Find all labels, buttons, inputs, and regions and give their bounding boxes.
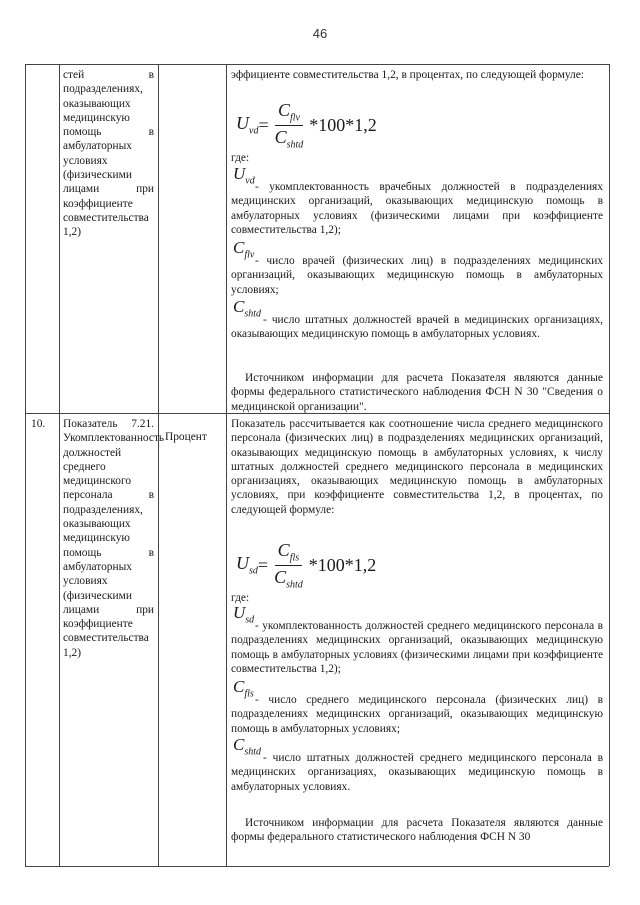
symbol-cfls: $C_{fls}$: [233, 677, 254, 700]
symbol-uvd: $U_{vd}$: [233, 164, 255, 187]
definition-cflv: - число врачей (физических лиц) в подразделениях медицинских организаций, оказывающих медицинскую помощь в амбулаторных условиях;: [231, 255, 603, 296]
source-text: Источником информации для расчета Показателя являются данные формы федерального статистического наблюдения ФСН N 30 "Сведения о медицинской организации".: [231, 372, 603, 413]
formula-fraction: $\frac{C_{flv}}{C_{shtd}}$: [274, 100, 304, 151]
symbol-cshtd: $C_{shtd}$: [233, 297, 262, 320]
formula-lhs: $U_{sd}$: [236, 553, 258, 577]
indicator-name-continued: стей в подразделениях, оказывающих медицинскую помощь в амбулаторных условиях (физическими лицами при коэффициенте совместительства 1,2): [63, 69, 154, 239]
symbol-cflv: $C_{flv}$: [233, 238, 255, 261]
formula-fraction: $\frac{C_{fls}}{C_{shtd}}$: [274, 540, 303, 591]
row-number: 10.: [31, 418, 46, 430]
definition-cshtd: - число штатных должностей врачей в медицинских организациях, оказывающих медицинскую помощь в амбулаторных условиях.: [231, 314, 603, 341]
definition-cshtd-2: - число штатных должностей среднего медицинского персонала в медицинских организациях, оказывающих медицинскую помощь в амбулаторных условиях.: [231, 752, 603, 793]
where-label: где:: [231, 592, 250, 604]
col-border-3: [226, 64, 227, 866]
symbol-cshtd-2: $C_{shtd}$: [233, 735, 262, 758]
source-text: Источником информации для расчета Показателя являются данные формы федерального статистического наблюдения ФСН N 30: [231, 817, 603, 844]
table-bottom-border: [25, 866, 609, 867]
page-number: 46: [312, 26, 328, 41]
where-label: где:: [231, 152, 250, 164]
definition-usd: - укомплектованность должностей среднего медицинского персонала в подразделениях медицинских организаций, оказывающих медицинскую помощь в амбулаторных условиях (физическими лицами при коэффициенте совместительства 1,2);: [231, 620, 603, 675]
definition-uvd: - укомплектованность врачебных должностей в подразделениях медицинских организаций, оказывающих медицинскую помощь в амбулаторных условиях (физическими лицами при коэффициенте совместительства 1,2);: [231, 181, 603, 236]
definition-cfls: - число среднего медицинского персонала (физических лиц) в подразделениях медицинских организаций, оказывающих медицинскую помощь в амбулаторных условиях;: [231, 694, 603, 735]
table-top-border: [25, 64, 609, 65]
col-border-left: [25, 64, 26, 866]
col-border-1: [59, 64, 60, 866]
symbol-usd: $U_{sd}$: [233, 603, 255, 626]
indicator-name: Показатель 7.21. Укомплектованность должностей среднего медицинского персонала в подразделениях, оказывающих медицинскую помощь в амбулаторных условиях (физическими лицами при коэффициенте совместительства 1,2): [63, 418, 165, 659]
unit-of-measure: Процент: [165, 431, 207, 443]
calc-description: Показатель рассчитывается как соотношение числа среднего медицинского персонала (физических лиц) в подразделениях медицинских организаций, оказывающих медицинскую помощь в амбулаторных условиях, к числу штатных должностей среднего медицинского персонала в медицинских организациях, оказывающих медицинскую помощь в амбулаторных условиях, при коэффициенте совместительства 1,2, в процентах, по следующей формуле:: [231, 418, 603, 516]
col-border-right: [609, 64, 610, 866]
formula-lhs: $U_{vd}$: [236, 113, 259, 137]
formula-usd: $U_{sd}$ = $\frac{C_{fls}}{C_{shtd}}$ *100*1,2: [236, 540, 377, 591]
col-border-2: [158, 64, 159, 866]
calc-description-continued: эффициенте совместительства 1,2, в процентах, по следующей формуле:: [231, 69, 584, 81]
formula-uvd: $U_{vd}$ = $\frac{C_{flv}}{C_{shtd}}$ *100*1,2: [236, 100, 377, 151]
